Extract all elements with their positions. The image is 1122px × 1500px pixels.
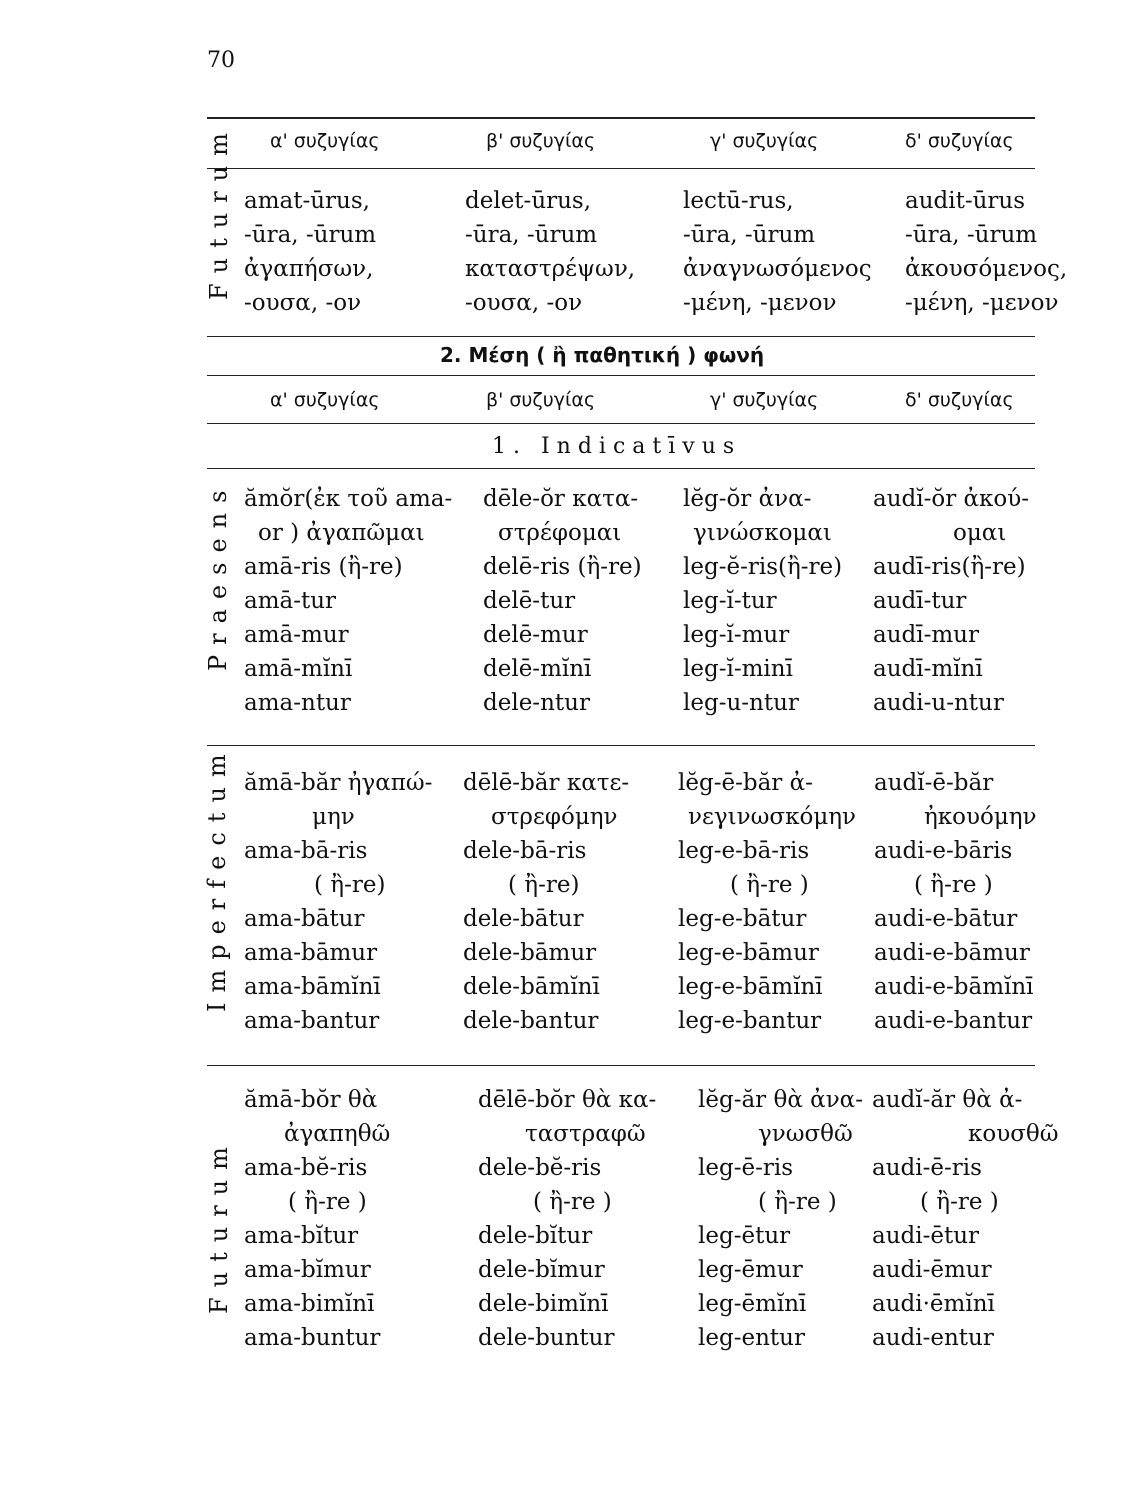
futurum-participle-cell: -ūra, -ūrum xyxy=(905,222,1038,248)
col-header-3: γ' συζυγίας xyxy=(710,130,819,152)
praesens-cell: ămŏr(ἐκ τοῦ ama- xyxy=(244,486,453,512)
praesens-cell: ama-ntur xyxy=(244,690,351,716)
rule-imperfectum-bottom xyxy=(207,1065,1035,1066)
section-title: 2. Μέση ( ἢ παθητική ) φωνή xyxy=(440,343,765,367)
futurum-cell: ( ἢ-re ) xyxy=(920,1189,999,1215)
praesens-cell: audī-ris(ἢ-re) xyxy=(873,554,1026,580)
imperfectum-cell: μην xyxy=(312,804,355,830)
imperfectum-cell: audi-e-bātur xyxy=(874,906,1018,932)
praesens-cell: lĕg-ŏr ἀνα- xyxy=(683,486,812,512)
col-header-2b: β' συζυγίας xyxy=(486,389,596,411)
imperfectum-cell: ama-bantur xyxy=(244,1008,380,1034)
futurum-cell: ( ἢ-re ) xyxy=(288,1189,367,1215)
futurum-participle-cell: -ūra, -ūrum xyxy=(465,222,598,248)
futurum-cell: leg-ēmĭnī xyxy=(698,1291,807,1317)
praesens-cell: audĭ-ŏr ἀκού- xyxy=(873,486,1030,512)
futurum-cell: ταστραφῶ xyxy=(525,1121,646,1147)
imperfectum-cell: dele-bāmur xyxy=(463,940,597,966)
col-header-2: β' συζυγίας xyxy=(486,130,596,152)
imperfectum-cell: audi-e-bāmĭnī xyxy=(874,974,1034,1000)
futurum-participle-cell: ἀγαπήσων, xyxy=(244,256,374,282)
imperfectum-cell: leg-e-bāmĭnī xyxy=(678,974,823,1000)
futurum-cell: audi-entur xyxy=(872,1325,994,1351)
futurum-cell: γνωσθῶ xyxy=(758,1121,853,1147)
futurum-cell: ămā-bŏr θὰ xyxy=(244,1087,378,1113)
futurum-participle-cell: -ουσα, -ον xyxy=(465,290,583,316)
praesens-cell: dēle-ŏr κατα- xyxy=(483,486,639,512)
page-number: 70 xyxy=(207,48,235,73)
imperfectum-cell: leg-e-bā-ris xyxy=(678,838,810,864)
futurum-participle-cell: ἀκουσόμενος, xyxy=(905,256,1068,282)
imperfectum-cell: leg-e-bāmur xyxy=(678,940,819,966)
praesens-cell: audī-mur xyxy=(873,622,979,648)
praesens-cell: amā-mĭnī xyxy=(244,656,353,682)
praesens-cell: leg-ĭ-tur xyxy=(683,588,777,614)
imperfectum-cell: ama-bā-ris xyxy=(244,838,368,864)
imperfectum-cell: ama-bātur xyxy=(244,906,365,932)
futurum-cell: κουσθῶ xyxy=(968,1121,1059,1147)
imperfectum-cell: ( ἢ-re) xyxy=(508,872,580,898)
imperfectum-cell: ἠκουόμην xyxy=(924,804,1037,830)
imperfectum-cell: ( ἢ-re) xyxy=(314,872,386,898)
futurum-participle-cell: -ūra, -ūrum xyxy=(244,222,377,248)
imperfectum-cell: audi-e-bāmur xyxy=(874,940,1030,966)
imperfectum-cell: ama-bāmĭnī xyxy=(244,974,381,1000)
col-header-1: α' συζυγίας xyxy=(270,130,380,152)
praesens-cell: dele-ntur xyxy=(483,690,590,716)
praesens-cell: delē-mur xyxy=(483,622,588,648)
futurum-cell: ama-bĭtur xyxy=(244,1223,359,1249)
futurum-cell: dele-buntur xyxy=(478,1325,615,1351)
futurum-cell: dēlē-bŏr θὰ κα- xyxy=(478,1087,657,1113)
futurum-cell: dele-bimĭnī xyxy=(478,1291,609,1317)
futurum-cell: leg-ētur xyxy=(698,1223,791,1249)
rule-praesens-bottom xyxy=(207,745,1035,746)
side-label-imperfectum: Imperfectum xyxy=(203,744,231,1012)
praesens-cell: γινώσκομαι xyxy=(693,520,832,546)
praesens-cell: leg-ĕ-ris(ἢ-re) xyxy=(683,554,843,580)
praesens-cell: amā-tur xyxy=(244,588,337,614)
imperfectum-cell: dele-bāmĭnī xyxy=(463,974,600,1000)
futurum-cell: ἀγαπηθῶ xyxy=(284,1121,391,1147)
rule-header-bottom xyxy=(207,168,1035,169)
col-header-3b: γ' συζυγίας xyxy=(710,389,819,411)
futurum-cell: dele-bĕ-ris xyxy=(478,1155,602,1181)
futurum-participle-cell: ἀναγνωσόμενος xyxy=(683,256,872,282)
imperfectum-cell: dele-bātur xyxy=(463,906,584,932)
praesens-cell: delē-ris (ἢ-re) xyxy=(483,554,642,580)
futurum-participle-cell: -ουσα, -ον xyxy=(244,290,362,316)
side-label-futurum: Futurum xyxy=(205,1137,233,1314)
imperfectum-cell: στρεφόμην xyxy=(491,804,618,830)
imperfectum-cell: dele-bā-ris xyxy=(463,838,587,864)
praesens-cell: audi-u-ntur xyxy=(873,690,1004,716)
imperfectum-cell: ămā-băr ἠγαπώ- xyxy=(244,770,433,796)
futurum-cell: leg-ē-ris xyxy=(698,1155,793,1181)
imperfectum-cell: audi-e-bāris xyxy=(874,838,1013,864)
futurum-participle-cell: delet-ūrus, xyxy=(465,188,592,214)
futurum-participle-cell: -μένη, -μενον xyxy=(683,290,837,316)
rule-subsection-bottom xyxy=(207,468,1035,469)
futurum-cell: audi·ēmĭnī xyxy=(872,1291,995,1317)
rule-top xyxy=(207,117,1035,119)
imperfectum-cell: νεγινωσκόμην xyxy=(688,804,857,830)
futurum-participle-cell: lectū-rus, xyxy=(683,188,794,214)
futurum-cell: audi-ē-ris xyxy=(872,1155,982,1181)
rule-header2-bottom xyxy=(207,423,1035,424)
futurum-cell: audi-ēmur xyxy=(872,1257,992,1283)
imperfectum-cell: leg-e-bantur xyxy=(678,1008,822,1034)
futurum-cell: ama-bimĭnī xyxy=(244,1291,375,1317)
col-header-4b: δ' συζυγίας xyxy=(905,389,1014,411)
futurum-cell: dele-bĭmur xyxy=(478,1257,605,1283)
praesens-cell: amā-ris (ἢ-re) xyxy=(244,554,403,580)
futurum-cell: ama-buntur xyxy=(244,1325,381,1351)
praesens-cell: στρέφομαι xyxy=(498,520,622,546)
praesens-cell: leg-ĭ-mur xyxy=(683,622,790,648)
rule-section-top xyxy=(207,336,1035,337)
col-header-1b: α' συζυγίας xyxy=(270,389,380,411)
praesens-cell: amā-mur xyxy=(244,622,349,648)
futurum-participle-cell: -μένη, -μενον xyxy=(905,290,1059,316)
imperfectum-cell: ama-bāmur xyxy=(244,940,378,966)
futurum-cell: lĕg-ăr θὰ ἀνα- xyxy=(698,1087,863,1113)
futurum-cell: leg-ēmur xyxy=(698,1257,803,1283)
imperfectum-cell: dēlē-băr κατε- xyxy=(463,770,630,796)
imperfectum-cell: ( ἢ-re ) xyxy=(914,872,993,898)
futurum-cell: audi-ētur xyxy=(872,1223,980,1249)
imperfectum-cell: audi-e-bantur xyxy=(874,1008,1033,1034)
praesens-cell: leg-u-ntur xyxy=(683,690,799,716)
praesens-cell: audī-tur xyxy=(873,588,967,614)
futurum-participle-cell: -ūra, -ūrum xyxy=(683,222,816,248)
imperfectum-cell: dele-bantur xyxy=(463,1008,599,1034)
imperfectum-cell: audĭ-ē-băr xyxy=(874,770,994,796)
side-label-praesens: Praesens xyxy=(204,480,232,671)
futurum-cell: dele-bĭtur xyxy=(478,1223,593,1249)
praesens-cell: audī-mĭnī xyxy=(873,656,983,682)
futurum-cell: audĭ-ăr θὰ ἀ- xyxy=(872,1087,1023,1113)
praesens-cell: or ) ἀγαπῶμαι xyxy=(258,520,425,546)
futurum-cell: ( ἢ-re ) xyxy=(533,1189,612,1215)
rule-section-bottom xyxy=(207,375,1035,376)
imperfectum-cell: lĕg-ē-băr ἀ- xyxy=(678,770,813,796)
praesens-cell: delē-tur xyxy=(483,588,576,614)
futurum-participle-cell: audit-ūrus xyxy=(905,188,1026,214)
praesens-cell: leg-ĭ-minī xyxy=(683,656,793,682)
col-header-4: δ' συζυγίας xyxy=(905,130,1014,152)
futurum-cell: ( ἢ-re ) xyxy=(758,1189,837,1215)
futurum-participle-cell: amat-ūrus, xyxy=(244,188,370,214)
imperfectum-cell: leg-e-bātur xyxy=(678,906,807,932)
praesens-cell: delē-mĭnī xyxy=(483,656,592,682)
praesens-cell: ομαι xyxy=(953,520,1007,546)
side-label-futurum-participle: Futurum xyxy=(205,123,233,300)
futurum-cell: leg-entur xyxy=(698,1325,805,1351)
subsection-title: 1. Indicatīvus xyxy=(492,434,742,459)
futurum-participle-cell: καταστρέψων, xyxy=(465,256,636,282)
imperfectum-cell: ( ἢ-re ) xyxy=(730,872,809,898)
futurum-cell: ama-bĭmur xyxy=(244,1257,371,1283)
futurum-cell: ama-bĕ-ris xyxy=(244,1155,368,1181)
